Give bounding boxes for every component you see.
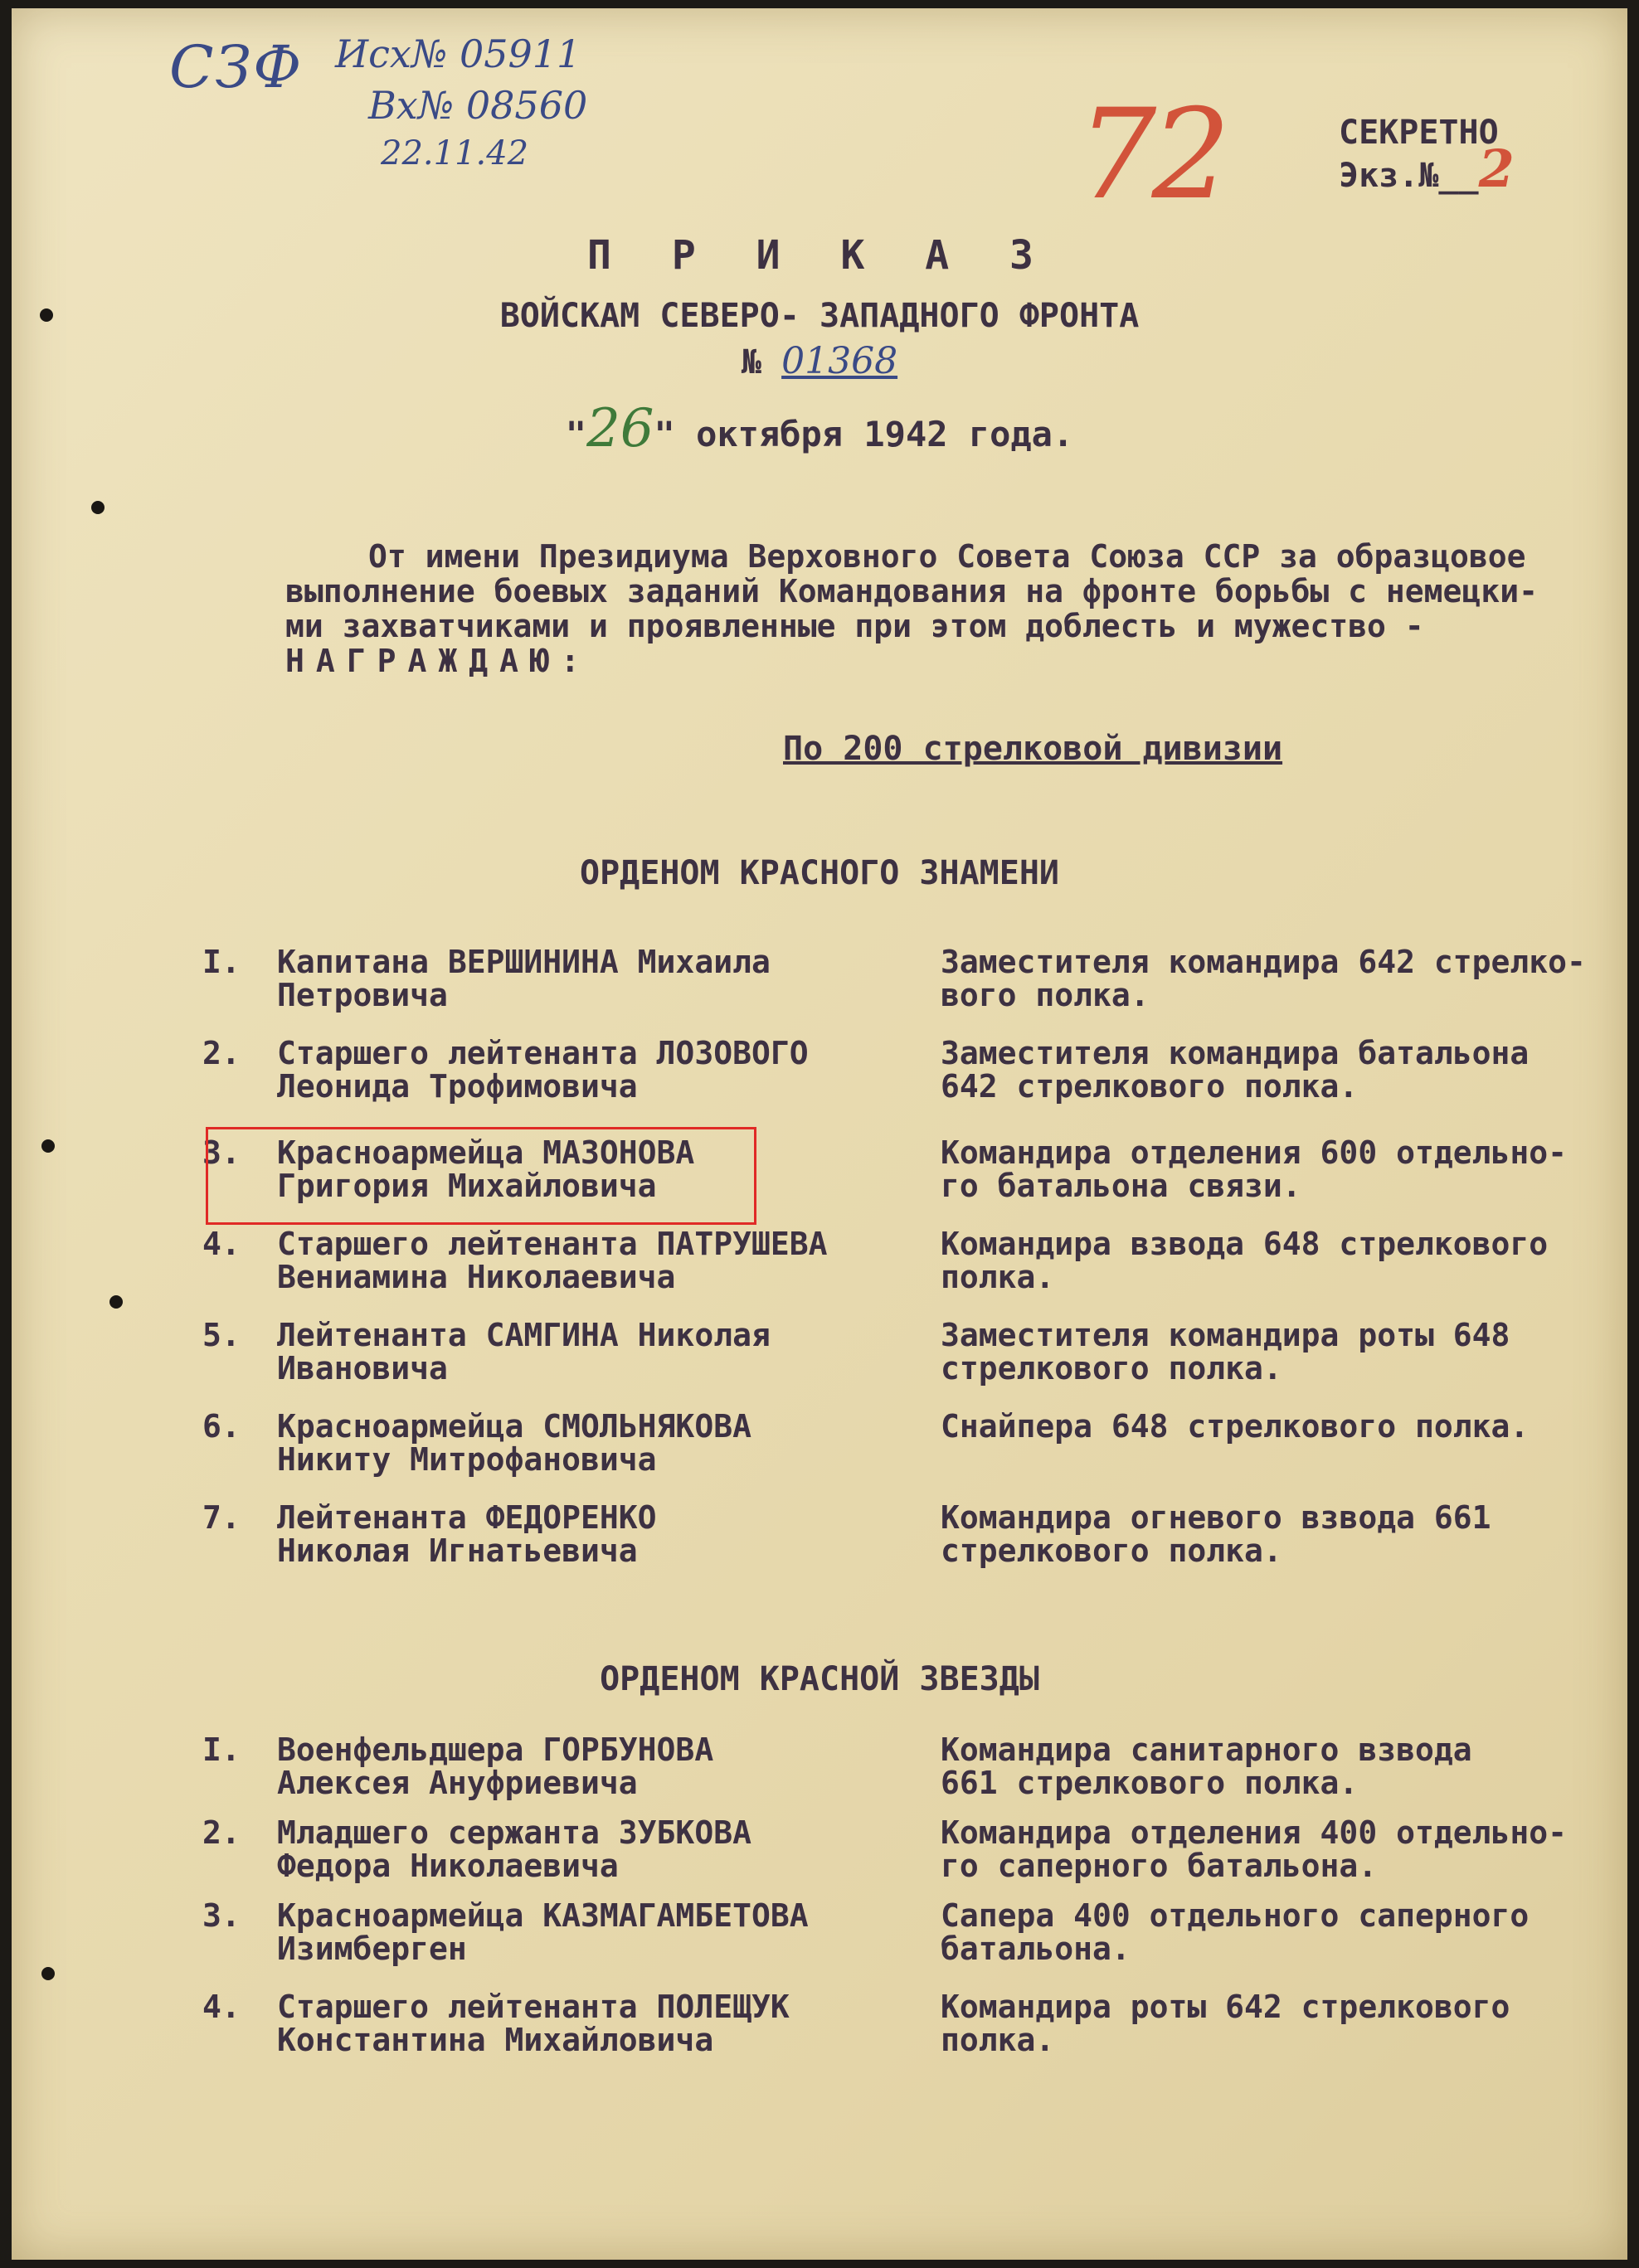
recipient-name-line-1: Старшего лейтенанта ПОЛЕЩУК	[277, 1989, 790, 2025]
recipient-name-line-1: Младшего сержанта ЗУБКОВА	[277, 1814, 751, 1851]
classification-block	[1339, 114, 1515, 199]
recipient-position-line-2: го саперного батальона.	[941, 1848, 1378, 1884]
recipient-position	[941, 1501, 1621, 1567]
recipient-name	[277, 1990, 891, 2057]
recipient-name	[277, 1816, 891, 1882]
recipient-position	[941, 1733, 1621, 1799]
recipient-position	[941, 1319, 1621, 1385]
recipient-position	[941, 1037, 1621, 1103]
archive-code: СЗФ	[169, 33, 304, 101]
recipient-name	[277, 1899, 891, 1965]
recipient-position	[941, 945, 1621, 1012]
recipient-position-line-1: Командира отделения 600 отдельно-	[941, 1134, 1567, 1171]
recipient-position	[941, 1410, 1621, 1443]
recipient-name-line-2: Константина Михайловича	[277, 2022, 714, 2058]
copy-label: Экз.№	[1339, 157, 1439, 195]
award-word: НАГРАЖДАЮ:	[285, 643, 591, 679]
order-date-rest: октября 1942 года.	[696, 414, 1074, 454]
recipient-position-line-2: стрелкового полка.	[941, 1350, 1282, 1387]
order-day: 26	[586, 398, 654, 459]
preamble-line-3: ми захватчиками и проявленные при этом доблесть и мужество -	[285, 608, 1424, 644]
entry-number-line-1: 2.	[202, 1035, 241, 1071]
entry-number-line-1: 2.	[202, 1814, 241, 1851]
punch-hole	[109, 1295, 123, 1309]
recipient-name-line-2: Леонида Трофимовича	[277, 1068, 638, 1105]
entry-number-line-1: I.	[202, 1731, 241, 1768]
recipient-name-line-2: Изимберген	[277, 1930, 467, 1967]
recipient-name-line-2: Григория Михайловича	[277, 1168, 657, 1204]
entry-number	[202, 1319, 269, 1352]
entry-number	[202, 1899, 269, 1932]
recipient-position-line-1: Заместителя командира 642 стрелко-	[941, 944, 1586, 980]
outgoing-number: Исх№ 05911	[335, 32, 581, 76]
recipient-name	[277, 1501, 891, 1567]
recipient-position-line-2: полка.	[941, 1259, 1055, 1295]
recipient-position-line-1: Снайпера 648 стрелкового полка.	[941, 1408, 1530, 1445]
entry-number	[202, 945, 269, 979]
copy-number: 2	[1478, 138, 1515, 199]
entry-number	[202, 1227, 269, 1260]
entry-number-line-1: 4.	[202, 1989, 241, 2025]
document-title: П Р И К А З	[587, 232, 1052, 279]
document-page	[12, 8, 1627, 2260]
secret-stamp: СЕКРЕТНО	[1339, 114, 1499, 152]
recipient-position	[941, 1816, 1621, 1882]
recipient-name-line-1: Лейтенанта САМГИНА Николая	[277, 1317, 771, 1353]
order-number: 01368	[781, 340, 898, 382]
incoming-number: Вх№ 08560	[368, 83, 588, 128]
recipient-name-line-2: Федора Николаевича	[277, 1848, 619, 1884]
punch-hole	[41, 1139, 55, 1153]
recipient-position	[941, 1899, 1621, 1965]
recipient-position	[941, 1227, 1621, 1294]
recipient-position	[941, 1990, 1621, 2057]
recipient-name-line-1: Военфельдшера ГОРБУНОВА	[277, 1731, 714, 1768]
recipient-name-line-1: Красноармейца МАЗОНОВА	[277, 1134, 695, 1171]
recipient-position-line-2: 642 стрелкового полка.	[941, 1068, 1359, 1105]
entry-number-line-1: 5.	[202, 1317, 241, 1353]
recipient-position-line-1: Командира отделения 400 отдельно-	[941, 1814, 1567, 1851]
recipient-name-line-1: Старшего лейтенанта ЛОЗОВОГО	[277, 1035, 809, 1071]
recipient-name-line-2: Вениамина Николаевича	[277, 1259, 676, 1295]
entry-number-line-1: I.	[202, 944, 241, 980]
recipient-name-line-2: Ивановича	[277, 1350, 448, 1387]
recipient-name-line-1: Капитана ВЕРШИНИНА Михаила	[277, 944, 771, 980]
recipient-name	[277, 1733, 891, 1799]
recipient-name-line-2: Петровича	[277, 977, 448, 1013]
recipient-position-line-2: полка.	[941, 2022, 1055, 2058]
order-number-line	[12, 340, 1627, 382]
recipient-position-line-2: го батальона связи.	[941, 1168, 1301, 1204]
recipient-position-line-1: Командира огневого взвода 661	[941, 1499, 1491, 1536]
entry-number	[202, 1410, 269, 1443]
recipient-position-line-1: Командира взвода 648 стрелкового	[941, 1226, 1549, 1262]
entry-number-line-1: 6.	[202, 1408, 241, 1445]
recipient-name-line-1: Красноармейца КАЗМАГАМБЕТОВА	[277, 1897, 809, 1934]
page-number: 72	[1077, 83, 1226, 227]
entry-number	[202, 1037, 269, 1070]
highlight-box	[206, 1127, 756, 1225]
punch-hole	[40, 308, 53, 322]
recipient-position-line-2: 661 стрелкового полка.	[941, 1765, 1359, 1801]
registration-date: 22.11.42	[381, 134, 529, 172]
entry-number	[202, 1501, 269, 1534]
recipient-position-line-1: Командира роты 642 стрелкового	[941, 1989, 1510, 2025]
recipient-position-line-1: Сапера 400 отдельного саперного	[941, 1897, 1530, 1934]
recipient-position-line-2: стрелкового полка.	[941, 1532, 1282, 1569]
entry-number-line-1: 3.	[202, 1897, 241, 1934]
recipient-name-line-1: Красноармейца СМОЛЬНЯКОВА	[277, 1408, 751, 1445]
division-heading: По 200 стрелковой дивизии	[783, 730, 1283, 768]
recipient-name	[277, 1227, 891, 1294]
recipient-name	[277, 1037, 891, 1103]
entry-number-line-1: 4.	[202, 1226, 241, 1262]
recipient-name-line-2: Николая Игнатьевича	[277, 1532, 638, 1569]
recipient-position-line-2: батальона.	[941, 1930, 1131, 1967]
recipient-position-line-1: Заместителя командира роты 648	[941, 1317, 1510, 1353]
recipient-name-line-2: Алексея Ануфриевича	[277, 1765, 638, 1801]
preamble-line-2: выполнение боевых заданий Командования на фронте борьбы с немецки-	[285, 573, 1538, 609]
entry-number	[202, 1733, 269, 1766]
recipient-position-line-1: Заместителя командира батальона	[941, 1035, 1530, 1071]
recipient-name-line-1: Лейтенанта ФЕДОРЕНКО	[277, 1499, 657, 1536]
recipient-name	[277, 945, 891, 1012]
red-star-heading: ОРДЕНОМ КРАСНОЙ ЗВЕЗДЫ	[600, 1660, 1039, 1698]
entry-number-line-1: 3.	[202, 1134, 241, 1171]
red-banner-heading: ОРДЕНОМ КРАСНОГО ЗНАМЕНИ	[580, 854, 1059, 892]
entry-number-line-1: 7.	[202, 1499, 241, 1536]
recipient-position-line-1: Командира санитарного взвода	[941, 1731, 1472, 1768]
recipient-name-line-1: Старшего лейтенанта ПАТРУШЕВА	[277, 1226, 828, 1262]
recipient-name	[277, 1319, 891, 1385]
preamble	[285, 539, 1588, 678]
entry-number	[202, 1990, 269, 2023]
punch-hole	[41, 1967, 55, 1980]
recipient-name	[277, 1410, 891, 1476]
recipient-position	[941, 1136, 1621, 1202]
number-prefix: №	[741, 343, 761, 381]
preamble-line-1: От имени Президиума Верховного Совета Союза ССР за образцовое	[368, 538, 1526, 575]
copy-line: Экз.№__2	[1339, 138, 1515, 199]
recipient-position-line-2: вого полка.	[941, 977, 1150, 1013]
order-date-line: "26" октября 1942 года.	[565, 398, 1074, 459]
document-subtitle: ВОЙСКАМ СЕВЕРО- ЗАПАДНОГО ФРОНТА	[499, 297, 1140, 335]
recipient-name-line-2: Никиту Митрофановича	[277, 1441, 657, 1478]
entry-number	[202, 1816, 269, 1849]
punch-hole	[91, 501, 105, 514]
